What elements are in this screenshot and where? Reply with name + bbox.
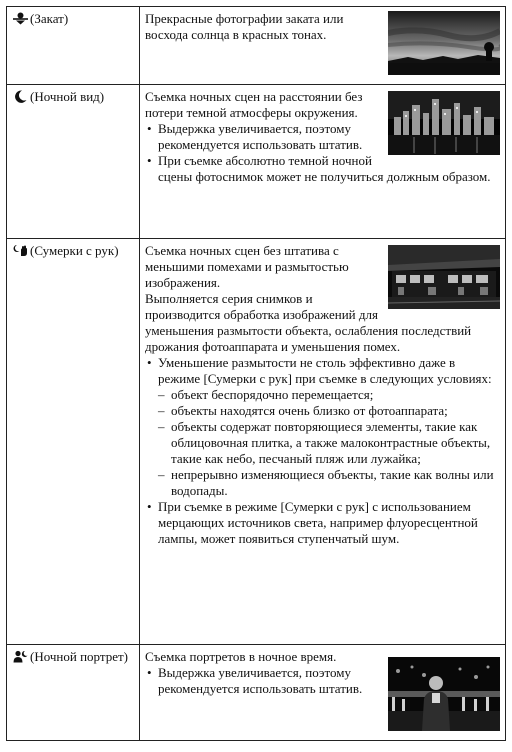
table-row-hand-held-twilight [7,239,506,645]
night-portrait-icon [13,650,28,663]
mode-label: (Сумерки с рук) [30,243,119,258]
dash-list [158,387,500,499]
mode-cell-sunset [7,7,140,85]
table-row-night-portrait [7,645,506,741]
mode-cell-hand-held-twilight [7,239,140,645]
bullet-text: Уменьшение размытости не столь эффективно даже в режиме [Сумерки с рук] при съемке в следующих условиях: [158,355,492,386]
dash-item: – объект беспорядочно перемещается; [158,387,500,403]
desc-cell-sunset [140,7,506,85]
list-item: • Выдержка увеличивается, поэтому рекомендуется использовать штатив. [145,121,500,153]
mode-label: (Ночной портрет) [30,649,128,664]
list-item: • При съемке в режиме [Сумерки с рук] с использованием мерцающих источников света, например флуоресцентной лампы, может появиться ступенчатый шум. [145,499,500,547]
table-row-sunset [7,7,506,85]
mode-label: (Ночной вид) [30,89,105,104]
mode-intro-2: Выполняется серия снимков и производится обработка изображений для уменьшения размытости объекта, ослабления последствий дрожания фотоаппарата и уменьшения помех. [145,291,472,354]
desc-cell-night-portrait [140,645,506,741]
table-row-night-view [7,85,506,239]
mode-cell-night-portrait [7,645,140,741]
list-item: • Выдержка увеличивается, поэтому рекомендуется использовать штатив. [145,665,500,697]
mode-intro: Съемка портретов в ночное время. [145,649,337,664]
mode-intro: Съемка ночных сцен без штатива с меньшими помехами и размытостью изображения. [145,243,349,290]
hand-held-twilight-icon [13,244,28,257]
night-moon-icon [13,90,28,103]
mode-label: (Закат) [30,11,69,26]
dash-item: – объекты находятся очень близко от фотоаппарата; [158,403,500,419]
twilight-building-photo [388,245,500,309]
bullet-list [145,355,500,547]
dash-item: – непрерывно изменяющиеся объекты, такие как волны или водопады. [158,467,500,499]
list-item: • При съемке абсолютно темной ночной сцены фотоснимок может не получиться должным образом. [145,153,500,185]
dash-item: – объекты содержат повторяющиеся элементы, такие как облицовочная плитка, а также малоконтрастные объекты, такие как небо, песчаный пляж или лужайка; [158,419,500,467]
bullet-list [145,665,500,697]
bullet-list [145,121,500,185]
desc-cell-night-view [140,85,506,239]
sunset-icon [13,12,28,25]
list-item [145,355,500,499]
mode-intro: Съемка ночных сцен на расстоянии без потери темной атмосферы окружения. [145,89,363,120]
mode-intro: Прекрасные фотографии заката или восхода солнца в красных тонах. [145,11,344,42]
scene-mode-table [6,6,506,741]
sunset-photo [388,11,500,75]
mode-cell-night-view [7,85,140,239]
desc-cell-hand-held-twilight [140,239,506,645]
